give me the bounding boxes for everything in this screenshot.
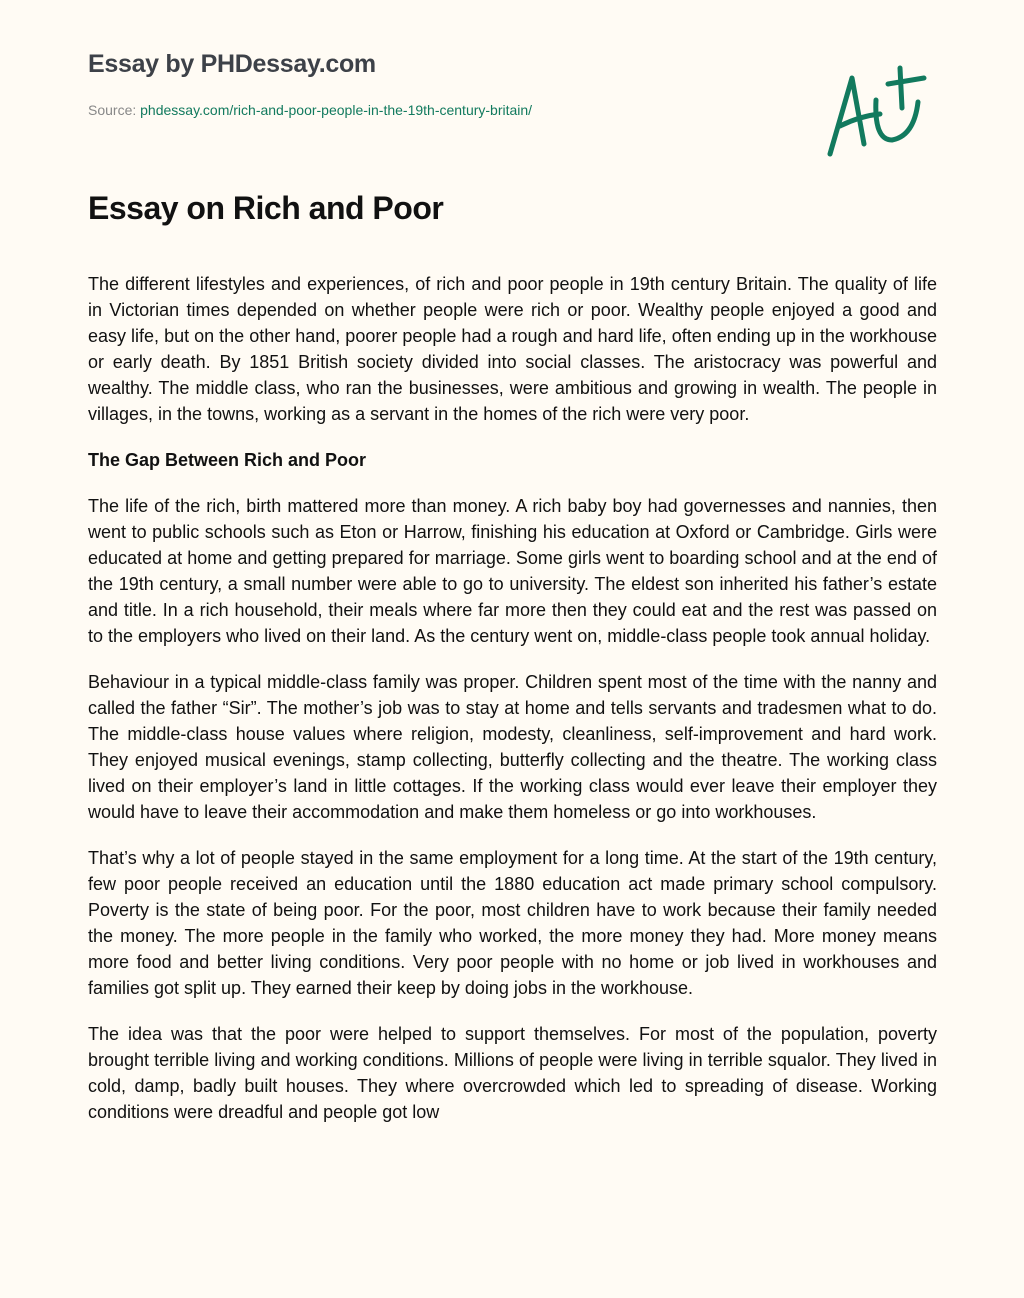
paragraph: Behaviour in a typical middle-class family was proper. Children spent most of the time with the nanny and called the father “Sir”. The mother’s job was to stay at home and tells servants and tradesmen what to do. The middle-class house values where religion, modesty, cleanliness, self-improvement and hard work. They enjoyed musical evenings, stamp collecting, butterfly collecting and the theatre. The working class lived on their employer’s land in little cottages. If the working class would ever leave their employer they would have to leave their accommodation and make them homeless or go into workhouses. (88, 672, 937, 822)
section-heading: The Gap Between Rich and Poor (88, 450, 367, 470)
source-link[interactable]: phdessay.com/rich-and-poor-people-in-the-19th-century-britain/ (140, 102, 533, 118)
source-line (88, 102, 532, 118)
site-title: Essay by PHDessay.com (88, 50, 376, 78)
paragraph: That’s why a lot of people stayed in the same employment for a long time. At the start of the 19th century, few poor people received an education until the 1880 education act made primary school compulsory. Poverty is the state of being poor. For the poor, most children have to work because their family needed the money. The more people in the family who worked, the more money they had. More money means more food and better living conditions. Very poor people with no home or job lived in workhouses and families got split up. They earned their keep by doing jobs in the workhouse. (88, 848, 937, 998)
source-label: Source: (88, 102, 137, 118)
essay-title: Essay on Rich and Poor (88, 190, 444, 226)
a-plus-logo-icon (820, 62, 930, 162)
paragraph: The different lifestyles and experiences, of rich and poor people in 19th century Britain. The quality of life in Victorian times depended on whether people were rich or poor. Wealthy people enjoyed a good and easy life, but on the other hand, poorer people had a rough and hard life, often ending up in the workhouse or early death. By 1851 British society divided into social classes. The aristocracy was powerful and wealthy. The middle class, who ran the businesses, were ambitious and growing in wealth. The people in villages, in the towns, working as a servant in the homes of the rich were very poor. (88, 274, 937, 424)
paragraph: The life of the rich, birth mattered more than money. A rich baby boy had governesses and nannies, then went to public schools such as Eton or Harrow, finishing his education at Oxford or Cambridge. Girls were educated at home and getting prepared for marriage. Some girls went to boarding school and at the end of the 19th century, a small number were able to go to university. The eldest son inherited his father’s estate and title. In a rich household, their meals where far more then they could eat and the rest was passed on to the employers who lived on their land. As the century went on, middle-class people took annual holiday. (88, 496, 937, 646)
essay-body (88, 271, 937, 1251)
paragraph: The idea was that the poor were helped to support themselves. For most of the population, poverty brought terrible living and working conditions. Millions of people were living in terrible squalor. They lived in cold, damp, badly built houses. They where overcrowded which led to spreading of disease. Working conditions were dreadful and people got low (88, 1024, 937, 1122)
